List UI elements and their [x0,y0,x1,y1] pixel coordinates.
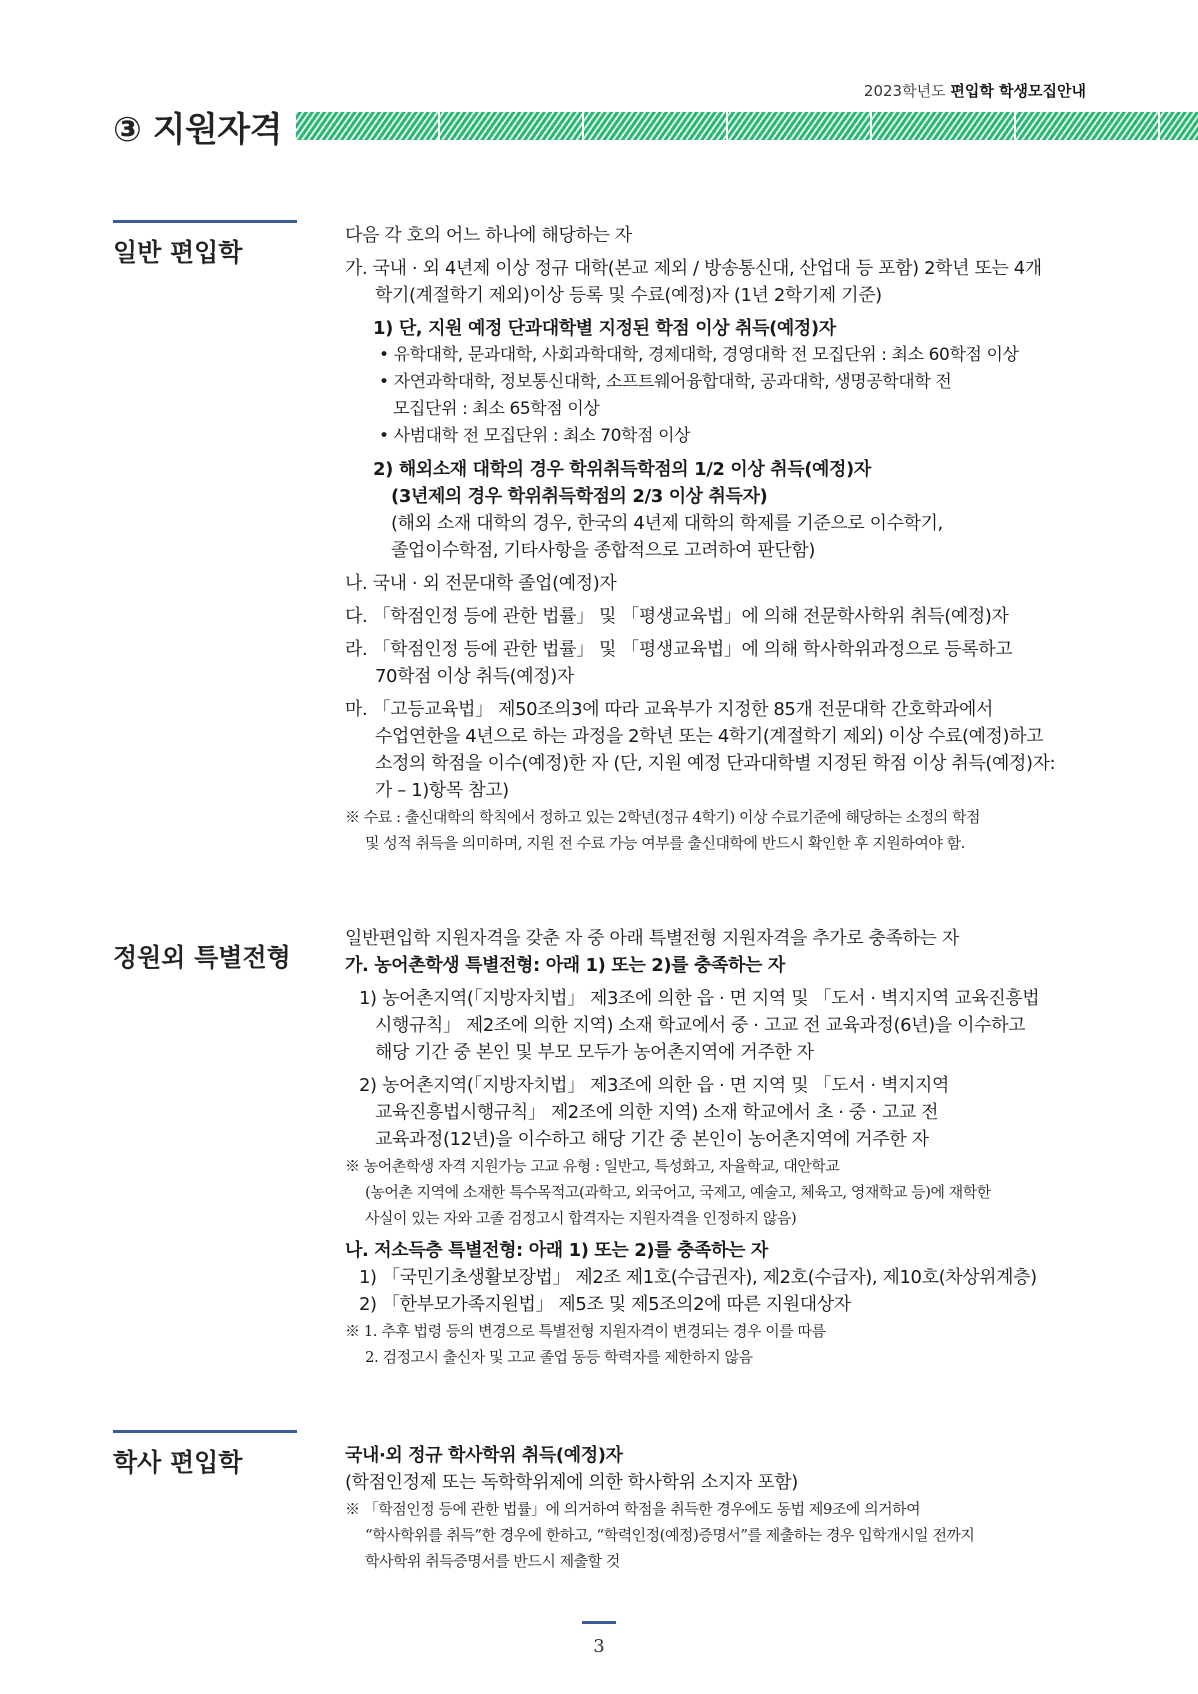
special-intro: 일반편입학 지원자격을 갖춘 자 중 아래 특별전형 지원자격을 추가로 충족하는 자 [345,928,959,949]
general-item-ga-line1: 가. 국내 · 외 4년제 이상 정규 대학(본교 제외 / 방송통신대, 산업대 등 포함) 2학년 또는 4개 [345,258,1042,279]
general-item-ga2-line3: (해외 소재 대학의 경우, 한국의 4년제 대학의 학제를 기준으로 이수학기, [391,513,943,534]
special-item-na-title: 나. 저소득층 특별전형: 아래 1) 또는 2)를 충족하는 자 [345,1240,768,1261]
general-item-ra-line2: 70학점 이상 취득(예정)자 [375,666,574,687]
general-bullet-2-line2: 모집단위 : 최소 65학점 이상 [393,399,600,419]
special-item-ga-title: 가. 농어촌학생 특별전형: 아래 1) 또는 2)를 충족하는 자 [345,955,785,976]
general-item-ga2-line1: 2) 해외소재 대학의 경우 학위취득학점의 1/2 이상 취득(예정)자 [373,459,871,480]
special-note-na-line2: 2. 검정고시 출신자 및 고교 졸업 동등 학력자를 제한하지 않음 [365,1348,753,1366]
bachelor-note-line2: “학사학위를 취득”한 경우에 한하고, “학력인정(예정)증명서”를 제출하는 경우 입학개시일 전까지 [365,1526,975,1544]
general-item-ma-line2: 수업연한을 4년으로 하는 과정을 2학년 또는 4학기(계절학기 제외) 이상 수료(예정)하고 [375,726,1044,747]
special-item-ga1-line2: 시행규칙」 제2조에 의한 지역) 소재 학교에서 중 · 고교 전 교육과정(6년)을 이수하고 [375,1015,1026,1036]
header-doc-title: 편입학 학생모집안내 [950,82,1086,100]
general-item-da: 다. 「학점인정 등에 관한 법률」 및 「평생교육법」에 의해 전문학사학위 취득(예정)자 [345,606,1009,627]
general-item-ga2-line4: 졸업이수학점, 기타사항을 종합적으로 고려하여 판단함) [391,540,815,561]
section-label-bachelor: 학사 편입학 [113,1430,297,1479]
general-item-ga1-title: 1) 단, 지원 예정 단과대학별 지정된 학점 이상 취득(예정)자 [373,318,836,339]
special-note-na-line1: ※ 1. 추후 법령 등의 변경으로 특별전형 지원자격이 변경되는 경우 이를 따름 [345,1322,826,1340]
header-year: 2023학년도 [863,82,946,100]
page-title: ③ 지원자격 [113,109,282,150]
special-item-na1: 1) 「국민기초생활보장법」 제2조 제1호(수급권자), 제2호(수급자), 제10호(차상위계층) [359,1267,1037,1288]
bachelor-line1: 국내·외 정규 학사학위 취득(예정)자 [345,1445,623,1466]
section-body-special [345,925,1105,1370]
general-bullet-2-line1: • 자연과학대학, 정보통신대학, 소프트웨어융합대학, 공과대학, 생명공학대학 전 [379,372,952,392]
general-item-ma-line1: 마. 「고등교육법」 제50조의3에 따라 교육부가 지정한 85개 전문대학 간호학과에서 [345,699,993,720]
general-item-ra-line1: 라. 「학점인정 등에 관한 법률」 및 「평생교육법」에 의해 학사학위과정으로 등록하고 [345,639,1013,660]
general-item-ma-line3: 소정의 학점을 이수(예정)한 자 (단, 지원 예정 단과대학별 지정된 학점 이상 취득(예정)자: [375,753,1056,774]
page-number: 3 [593,1636,605,1657]
bachelor-note-line3: 학사학위 취득증명서를 반드시 제출할 것 [365,1552,620,1570]
general-item-na: 나. 국내 · 외 전문대학 졸업(예정)자 [345,573,617,594]
page-number-bar [582,1621,616,1624]
special-item-ga2-line1: 2) 농어촌지역(「지방자치법」 제3조에 의한 읍 · 면 지역 및 「도서 · 벽지지역 [359,1075,950,1096]
section-body-general [345,222,1105,856]
special-item-ga1-line3: 해당 기간 중 본인 및 부모 모두가 농어촌지역에 거주한 자 [375,1042,814,1063]
section-label-special: 정원외 특별전형 [113,943,291,972]
general-note-line2: 및 성적 취득을 의미하며, 지원 전 수료 가능 여부를 출신대학에 반드시 확인한 후 지원하여야 함. [365,834,965,852]
general-item-ga-line2: 학기(계절학기 제외)이상 등록 및 수료(예정)자 (1년 2학기제 기준) [375,285,882,306]
general-item-ga2-line2: (3년제의 경우 학위취득학점의 2/3 이상 취득자) [391,486,768,507]
general-item-ma-line4: 가 – 1)항목 참고) [375,780,509,801]
special-item-ga1-line1: 1) 농어촌지역(「지방자치법」 제3조에 의한 읍 · 면 지역 및 「도서 · 벽지지역 교육진흥법 [359,988,1040,1009]
bachelor-note-line1: ※ 「학점인정 등에 관한 법률」에 의거하여 학점을 취득한 경우에도 동법 제9조에 의거하여 [345,1500,921,1518]
title-row [113,106,1198,150]
special-item-ga2-line2: 교육진흥법시행규칙」 제2조에 의한 지역) 소재 학교에서 초 · 중 · 고교 전 [375,1102,939,1123]
section-body-bachelor [345,1442,1105,1574]
special-note-ga-line1: ※ 농어촌학생 자격 지원가능 고교 유형 : 일반고, 특성화고, 자율학교, 대안학교 [345,1157,840,1175]
section-label-general: 일반 편입학 [113,220,297,269]
title-stripe-decoration [296,112,1198,140]
special-note-ga-line2: (농어촌 지역에 소재한 특수목적고(과학고, 외국어고, 국제고, 예술고, 체육고, 영재학교 등)에 재학한 [365,1183,991,1201]
bachelor-line2: (학점인정제 또는 독학학위제에 의한 학사학위 소지자 포함) [345,1472,798,1493]
general-intro: 다음 각 호의 어느 하나에 해당하는 자 [345,225,632,246]
special-note-ga-line3: 사실이 있는 자와 고졸 검정고시 합격자는 지원자격을 인정하지 않음) [365,1209,797,1227]
running-header [864,80,1086,101]
special-item-ga2-line3: 교육과정(12년)을 이수하고 해당 기간 중 본인이 농어촌지역에 거주한 자 [375,1129,929,1150]
general-bullet-3: • 사범대학 전 모집단위 : 최소 70학점 이상 [379,426,691,446]
general-note-line1: ※ 수료 : 출신대학의 학칙에서 정하고 있는 2학년(정규 4학기) 이상 수료기준에 해당하는 소정의 학점 [345,808,980,826]
general-bullet-1: • 유학대학, 문과대학, 사회과학대학, 경제대학, 경영대학 전 모집단위 : 최소 60학점 이상 [379,345,1019,365]
special-item-na2: 2) 「한부모가족지원법」 제5조 및 제5조의2에 따른 지원대상자 [359,1294,851,1315]
